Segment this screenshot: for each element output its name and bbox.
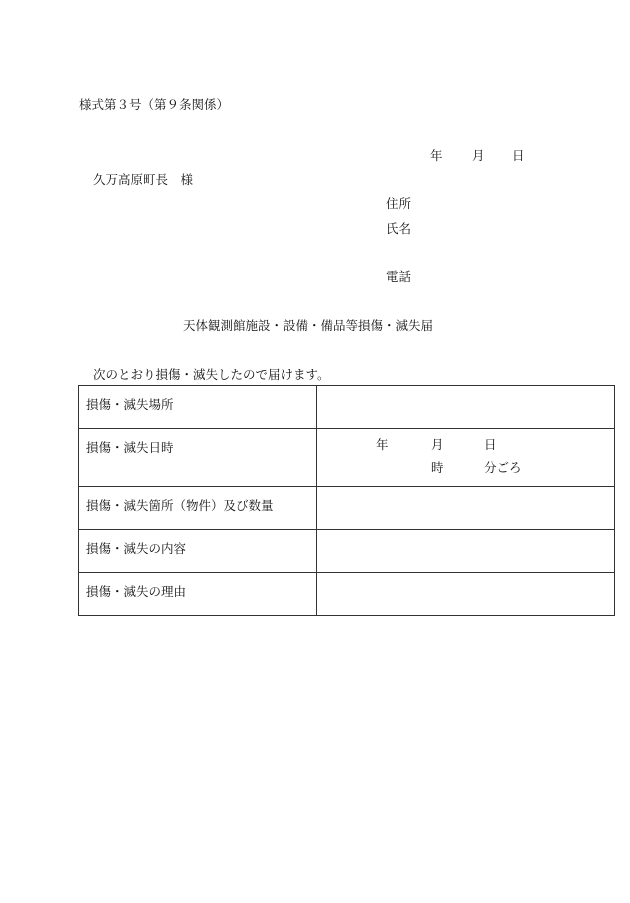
table-row [79,487,615,530]
table-row [79,530,615,573]
value-cell-reason[interactable] [317,573,615,616]
datetime-month-label: 月 [431,437,444,452]
date-day-label: 日 [512,148,525,163]
table-row [79,429,615,487]
document-title: 天体観測館施設・設備・備品等損傷・滅失届 [183,318,434,333]
row-label-items: 損傷・滅失箇所（物件）及び数量 [79,487,317,530]
value-cell-location[interactable] [317,386,615,429]
intro-text: 次のとおり損傷・滅失したので届けます。 [93,367,330,382]
datetime-hour-label: 時 [431,460,444,475]
datetime-year-label: 年 [376,437,389,452]
date-month-label: 月 [472,148,485,163]
address-label: 住所 [386,196,412,211]
date-year-label: 年 [430,148,443,163]
datetime-minute-label: 分ごろ [484,460,522,475]
row-label-reason: 損傷・滅失の理由 [79,573,317,616]
form-number: 様式第３号（第９条関係） [79,97,230,112]
phone-label: 電話 [386,269,412,284]
row-label-datetime: 損傷・滅失日時 [79,429,317,487]
row-label-details: 損傷・滅失の内容 [79,530,317,573]
datetime-day-label: 日 [484,437,497,452]
table-row [79,386,615,429]
report-table [78,385,615,616]
table-row [79,573,615,616]
row-label-location: 損傷・滅失場所 [79,386,317,429]
value-cell-datetime[interactable] [317,429,615,487]
addressee: 久万高原町長 様 [93,172,194,187]
value-cell-details[interactable] [317,530,615,573]
value-cell-items[interactable] [317,487,615,530]
name-label: 氏名 [386,221,412,236]
